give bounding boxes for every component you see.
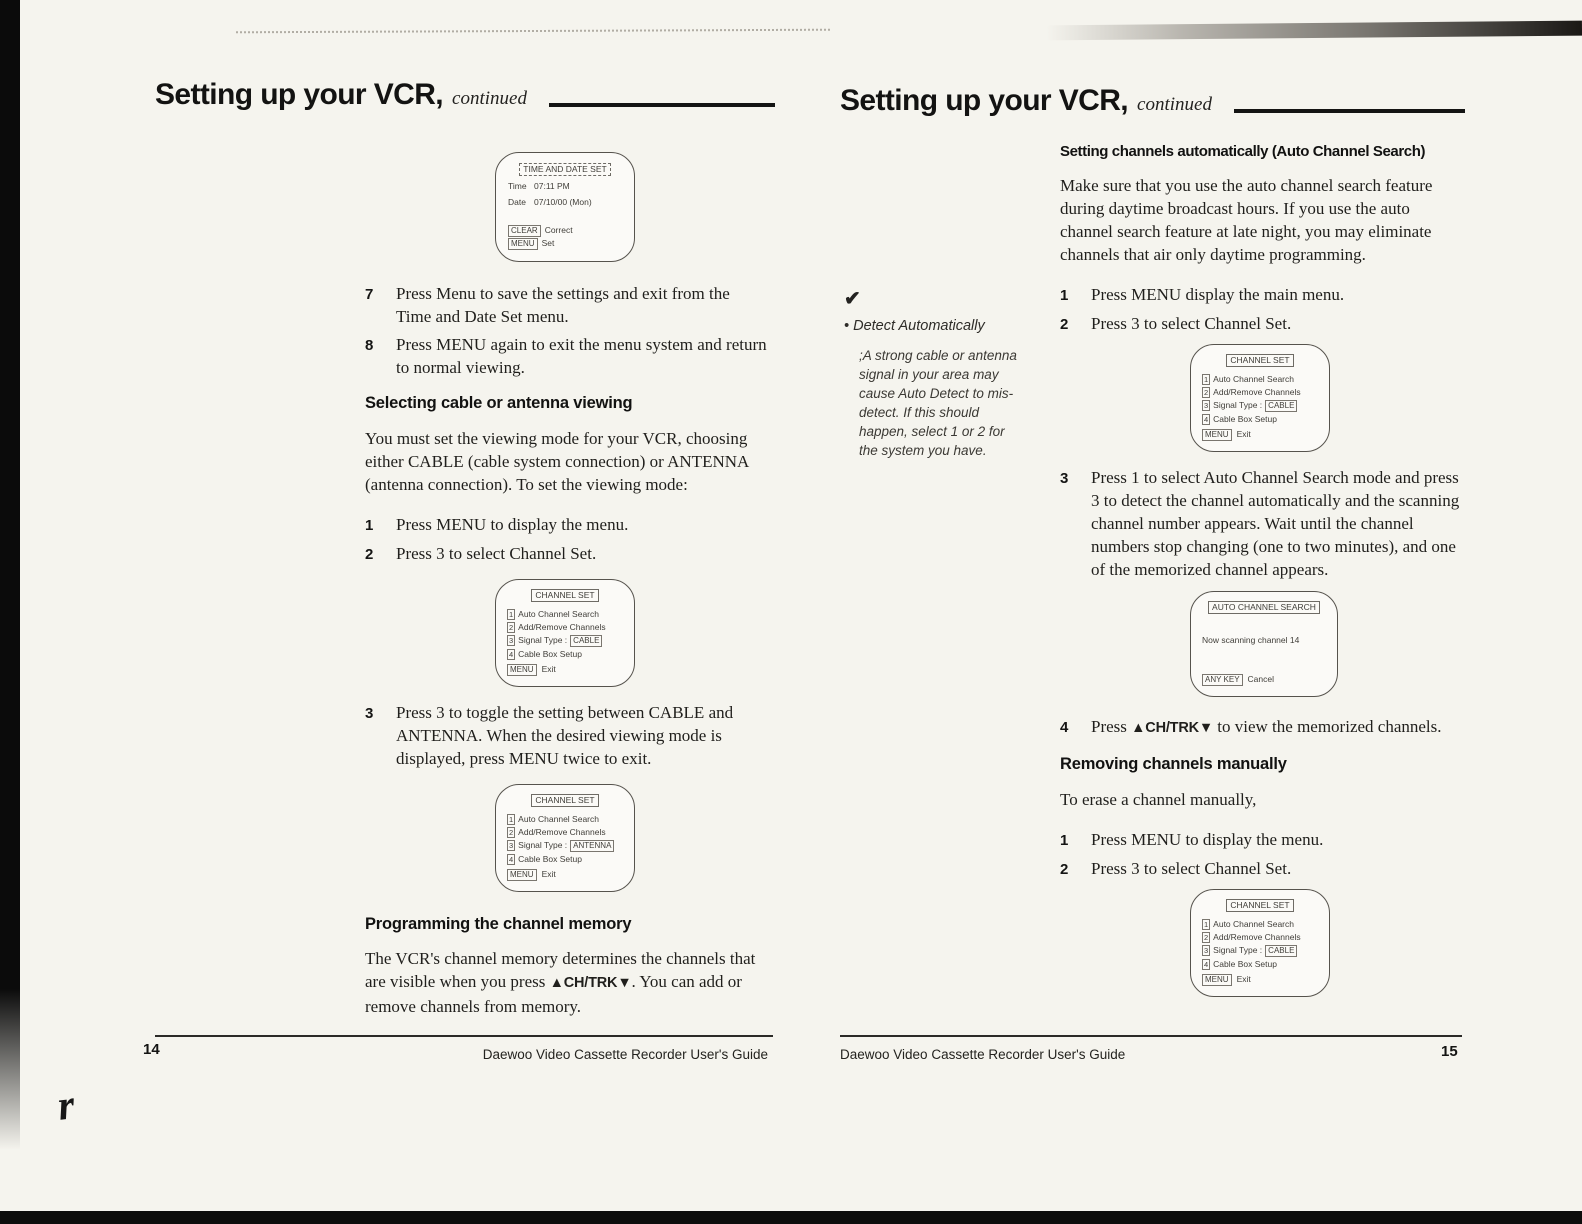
- checkmark-icon: ✔: [844, 288, 861, 310]
- page-title: Setting up your VCR,: [155, 78, 444, 111]
- osd-time-and-date-set: [495, 152, 635, 262]
- osd-footer: MENU Exit: [1202, 973, 1318, 986]
- page-content: [1060, 142, 1465, 997]
- osd-item-cable-box: 4 Cable Box Setup: [509, 648, 582, 659]
- scan-edge-bottom: [0, 1211, 1582, 1224]
- page-number-15: 15: [1441, 1043, 1458, 1060]
- steps-7-8: [365, 282, 769, 379]
- page-header: [155, 78, 775, 112]
- step-3: 3 Press 3 to toggle the setting between CABLE and ANTENNA. When the desired viewing mode is displayed, press MENU twice to exit.: [365, 702, 734, 768]
- osd-channel-set-cable: [495, 579, 635, 687]
- osd-item-signal-type: 3 Signal Type : CABLE: [1202, 945, 1318, 957]
- page-title: Setting up your VCR,: [840, 84, 1129, 117]
- heading-selecting-cable-antenna: Selecting cable or antenna viewing: [365, 394, 633, 412]
- osd-item-signal-type: 3 Signal Type : ANTENNA: [507, 840, 623, 852]
- osd-menu-items: [1202, 917, 1318, 970]
- header-rule: [1234, 109, 1465, 113]
- footer-rule-right: [840, 1035, 1462, 1037]
- osd-menu-items: [507, 812, 623, 865]
- osd-title: CHANNEL SET: [1226, 899, 1293, 912]
- page-header: [840, 84, 1465, 118]
- heading-auto-channel-search: Setting channels automatically (Auto Channel Search): [1060, 143, 1426, 160]
- guide-title-right: Daewoo Video Cassette Recorder User's Guide: [840, 1047, 1126, 1062]
- page-title-continued: continued: [452, 88, 527, 109]
- paragraph-erase-channel: To erase a channel manually,: [1060, 790, 1257, 810]
- osd-menu-items: [507, 607, 623, 660]
- step-1: 1 Press MENU display the main menu.: [1060, 285, 1345, 305]
- ch-trk-keys: ▲CH/TRK▼: [1131, 720, 1214, 737]
- ch-trk-keys: ▲CH/TRK▼: [549, 975, 632, 992]
- steps-1-2: [365, 513, 769, 566]
- step-1: 1 Press MENU to display the menu.: [365, 514, 629, 534]
- step-2: 2 Press 3 to select Channel Set.: [1060, 314, 1292, 334]
- steps-1-2b: [1060, 828, 1465, 881]
- osd-item-cable-box: 4 Cable Box Setup: [509, 853, 582, 864]
- osd-item-add-remove: 2 Add/Remove Channels: [509, 621, 606, 632]
- scan-dotted-line: [236, 29, 830, 34]
- osd-date-row: Date 07/10/00 (Mon): [508, 197, 592, 207]
- osd-footer: MENU Exit: [507, 663, 623, 676]
- osd-title: CHANNEL SET: [1226, 354, 1293, 367]
- step-2: 2 Press 3 to select Channel Set.: [1060, 859, 1292, 879]
- paragraph-viewing-mode: You must set the viewing mode for your VCR, choosing either CABLE (cable system connection) or ANTENNA (antenna connection). To set the viewing mode:: [365, 428, 749, 494]
- osd-time-row: Time 07:11 PM: [508, 181, 570, 191]
- osd-title: CHANNEL SET: [531, 794, 598, 807]
- note-body: ;A strong cable or antenna signal in your area may cause Auto Detect to mis-detect. If this should happen, select 1 or 2 for the system you have.: [859, 348, 1017, 458]
- osd-title: TIME AND DATE SET: [519, 163, 610, 176]
- osd-channel-set-cable: [1190, 889, 1330, 997]
- paragraph-auto-search: Make sure that you use the auto channel search feature during daytime broadcast hours. If you use the auto channel search feature at late night, you may eliminate channels that air only daytime programming.: [1060, 176, 1433, 265]
- osd-key-menu: MENU Set: [508, 237, 622, 250]
- header-rule: [549, 103, 775, 107]
- guide-title-left: Daewoo Video Cassette Recorder User's Guide: [482, 1047, 768, 1062]
- heading-programming-channel-memory: Programming the channel memory: [365, 914, 632, 933]
- osd-item-signal-type: 3 Signal Type : CABLE: [1202, 400, 1318, 412]
- note-title: • Detect Automatically: [844, 318, 985, 334]
- footer-rule-left: [155, 1035, 773, 1037]
- osd-footer: MENU Exit: [507, 868, 623, 881]
- osd-title: CHANNEL SET: [531, 589, 598, 602]
- heading-removing-channels: Removing channels manually: [1060, 755, 1287, 774]
- scan-edge-left: [0, 0, 20, 1150]
- osd-footer: MENU Exit: [1202, 428, 1318, 441]
- step-1: 1 Press MENU to display the menu.: [1060, 830, 1324, 850]
- scan-smudge-top-right: [1046, 21, 1582, 41]
- paragraph-channel-memory: The VCR's channel memory determines the channels that are visible when you press ▲CH/TRK▼. You can add or remove channels from memory.: [365, 949, 756, 1017]
- step-7: 7 Press Menu to save the settings and exit from the Time and Date Set menu.: [365, 284, 730, 326]
- osd-auto-channel-search: [1190, 591, 1338, 697]
- page-content: [365, 152, 769, 1018]
- osd-key-legend: [508, 224, 622, 250]
- osd-item-auto-search: 1 Auto Channel Search: [1204, 374, 1294, 385]
- margin-note-detect-automatically: [844, 288, 1022, 460]
- osd-footer: ANY KEY Cancel: [1202, 673, 1326, 686]
- osd-item-add-remove: 2 Add/Remove Channels: [1204, 387, 1301, 398]
- step-2: 2 Press 3 to select Channel Set.: [365, 543, 597, 563]
- osd-key-clear: CLEAR Correct: [508, 224, 622, 237]
- osd-item-cable-box: 4 Cable Box Setup: [1204, 414, 1277, 425]
- osd-item-auto-search: 1 Auto Channel Search: [509, 608, 599, 619]
- steps-1-2: [1060, 283, 1465, 336]
- page-number-14: 14: [143, 1041, 160, 1058]
- osd-item-auto-search: 1 Auto Channel Search: [509, 813, 599, 824]
- page-14: [155, 62, 775, 1035]
- osd-title: AUTO CHANNEL SEARCH: [1208, 601, 1320, 614]
- osd-item-auto-search: 1 Auto Channel Search: [1204, 919, 1294, 930]
- print-artifact-glyph: r: [55, 1082, 78, 1130]
- osd-channel-set-cable: [1190, 344, 1330, 452]
- page-title-continued: continued: [1137, 94, 1212, 115]
- step-8: 8 Press MENU again to exit the menu system and return to normal viewing.: [365, 335, 767, 377]
- osd-scanning-status: Now scanning channel 14: [1202, 635, 1300, 646]
- step-4: 4 Press ▲CH/TRK▼ to view the memorized channels.: [1060, 717, 1442, 737]
- page-15: [840, 62, 1465, 997]
- osd-item-signal-type: 3 Signal Type : CABLE: [507, 635, 623, 647]
- osd-item-cable-box: 4 Cable Box Setup: [1204, 959, 1277, 970]
- osd-item-add-remove: 2 Add/Remove Channels: [1204, 932, 1301, 943]
- osd-item-add-remove: 2 Add/Remove Channels: [509, 826, 606, 837]
- osd-menu-items: [1202, 372, 1318, 425]
- step-3: 3 Press 1 to select Auto Channel Search mode and press 3 to detect the channel automatically and the scanning channel number appears. Wait until the channel numbers stop changing (one to two minutes), and one of the memorized channel appears.: [1060, 468, 1460, 580]
- osd-channel-set-antenna: [495, 784, 635, 892]
